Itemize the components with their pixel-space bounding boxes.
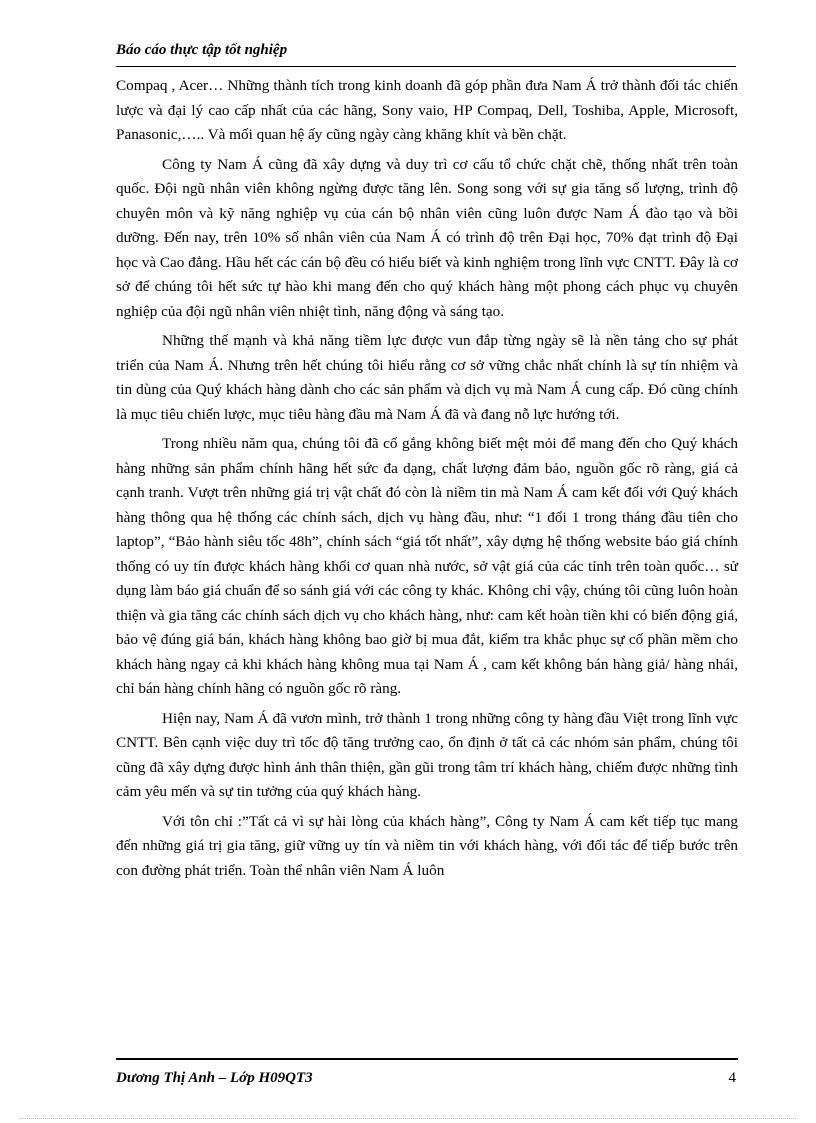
paragraph-1: Compaq , Acer… Những thành tích trong kinh doanh đã góp phần đưa Nam Á trở thành đối tác chiến lược và đại lý cao cấp nhất của các hãng, Sony vaio, HP Compaq, Dell, Toshiba, Apple, Microsoft, Panasonic,….. Và mối quan hệ ấy cũng ngày càng khăng khít và bền chặt. bbox=[116, 77, 738, 143]
paragraph-3: Những thế mạnh và khả năng tiềm lực được vun đắp từng ngày sẽ là nền tảng cho sự phát triển của Nam Á. Nhưng trên hết chúng tôi hiểu rằng cơ sở vững chắc nhất chính là sự tín nhiệm và tin dùng của Quý khách hàng dành cho các sản phẩm và dịch vụ mà Nam Á cung cấp. Đó cũng chính là mục tiêu chiến lược, mục tiêu hàng đầu mà Nam Á đã và đang nỗ lực hướng tới. bbox=[116, 332, 738, 423]
page-number: 4 bbox=[728, 1070, 736, 1086]
paragraph-5: Hiện nay, Nam Á đã vươn mình, trở thành 1 trong những công ty hàng đầu Việt trong lĩnh vực CNTT. Bên cạnh việc duy trì tốc độ tăng trưởng cao, ổn định ở tất cả các nhóm sản phẩm, chúng tôi cũng đã xây dựng được hình ảnh thân thiện, gần gũi trong tâm trí khách hàng, chiếm được những tình cảm yêu mến và sự tin tưởng của quý khách hàng. bbox=[116, 709, 738, 800]
paragraph-4: Trong nhiều năm qua, chúng tôi đã cố gắng không biết mệt mỏi để mang đến cho Quý khách hàng những sản phẩm chính hãng hết sức đa dạng, chất lượng đảm bảo, nguồn gốc rõ ràng, giá cả cạnh tranh. Vượt trên những giá trị vật chất đó còn là niềm tin mà Nam Á cam kết đối với Quý khách hàng thông qua hệ thống các chính sách, dịch vụ hàng đầu, như: “1 đổi 1 trong tháng đầu tiên cho laptop”, “Bảo hành siêu tốc 48h”, chính sách “giá tốt nhất”, xây dựng hệ thống website báo giá chính thống có uy tín được khách hàng khối cơ quan nhà nước, sở vật giá của các tỉnh trên toàn quốc… sử dụng làm báo giá chuẩn để so sánh giá với các công ty khác. Không chỉ vậy, chúng tôi cũng luôn hoàn thiện và gia tăng các chính sách dịch vụ cho khách hàng, như: cam kết hoàn tiền khi có biến động giá, bảo vệ đúng giá bán, khách hàng không bao giờ bị mua đắt, kiểm tra khắc phục sự cố phần mềm cho khách hàng ngay cả khi khách hàng không mua tại Nam Á , cam kết không bán hàng giả/ hàng nhái, chỉ bán hàng chính hãng có nguồn gốc rõ ràng. bbox=[116, 435, 738, 697]
paragraph-6: Với tôn chỉ :”Tất cả vì sự hài lòng của khách hàng”, Công ty Nam Á cam kết tiếp tục mang đến những giá trị gia tăng, giữ vững uy tín và niềm tin với khách hàng, với đối tác để tiếp bước trên con đường phát triển. Toàn thể nhân viên Nam Á luôn bbox=[116, 812, 738, 879]
paragraph-2: Công ty Nam Á cũng đã xây dựng và duy trì cơ cấu tổ chức chặt chẽ, thống nhất trên toàn quốc. Đội ngũ nhân viên không ngừng được tăng lên. Song song với sự gia tăng số lượng, trình độ chuyên môn và kỹ năng nghiệp vụ của cán bộ nhân viên cũng luôn được Nam Á đào tạo và bồi dưỡng. Đến nay, trên 10% số nhân viên của Nam Á có trình độ trên Đại học, 70% đạt trình độ Đại học và Cao đẳng. Hầu hết các cán bộ đều có hiểu biết và kinh nghiệm trong lĩnh vực CNTT. Đây là cơ sở để chúng tôi hết sức tự hào khi mang đến cho quý khách hàng một phong cách phục vụ chuyên nghiệp của đội ngũ nhân viên nhiệt tình, năng động và sáng tạo. bbox=[116, 155, 738, 320]
document-body bbox=[116, 74, 738, 888]
page-header bbox=[116, 40, 736, 67]
header-title: Báo cáo thực tập tốt nghiệp bbox=[116, 42, 288, 58]
page-footer bbox=[116, 1058, 738, 1090]
footer-author: Dương Thị Anh – Lớp H09QT3 bbox=[116, 1070, 313, 1086]
page-bottom-divider bbox=[20, 1118, 796, 1119]
